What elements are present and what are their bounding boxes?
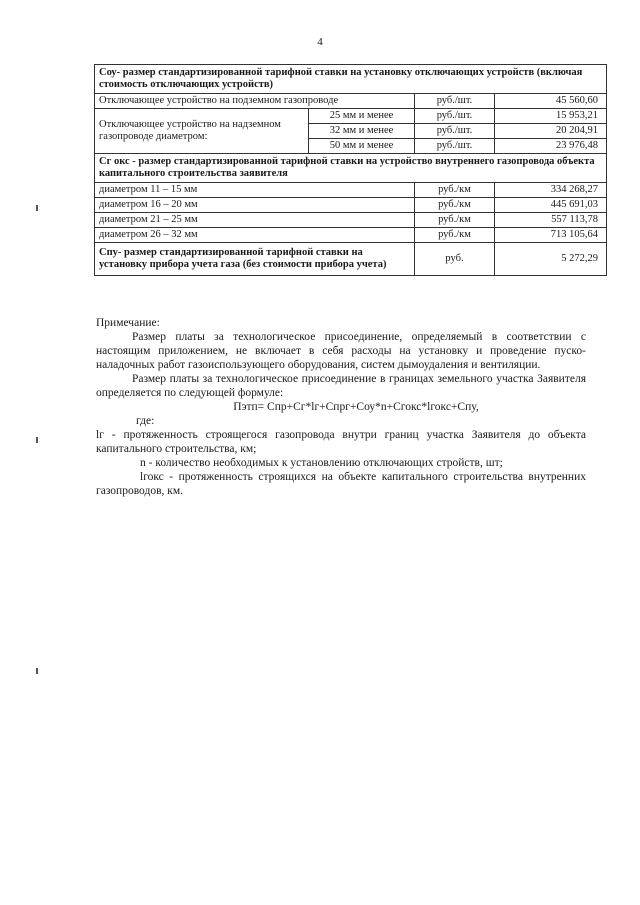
diameter-label: диаметром 16 – 20 мм xyxy=(95,198,415,213)
notes-section xyxy=(96,316,586,498)
diameter-label: диаметром 26 – 32 мм xyxy=(95,228,415,243)
sgoks-header: Сг окс - размер стандартизированной тарифной ставки на устройство внутреннего газопровода объекта капитального строительства заявителя xyxy=(95,154,607,183)
value-cell: 5 272,29 xyxy=(495,243,607,276)
table-row xyxy=(95,243,607,276)
tariff-table xyxy=(94,64,607,276)
unit-cell: руб./шт. xyxy=(415,109,495,124)
unit-cell: руб./шт. xyxy=(415,94,495,109)
table-row xyxy=(95,228,607,243)
page-number: 4 xyxy=(317,36,323,48)
unit-cell: руб./шт. xyxy=(415,124,495,139)
formula: Пэтп= Спр+Сг*lг+Спрг+Соу*n+Сгокс*lгокс+Спу, xyxy=(233,401,479,413)
size-cell: 32 мм и менее xyxy=(309,124,415,139)
table-row xyxy=(95,109,607,124)
underground-label: Отключающее устройство на подземном газопроводе xyxy=(95,94,415,109)
spu-label: Спу- размер стандартизированной тарифной ставки на установку прибора учета газа (без стоимости прибора учета) xyxy=(95,243,415,276)
notes-heading: Примечание: xyxy=(96,317,160,329)
where-label: где: xyxy=(136,415,155,427)
notes-paragraph: Размер платы за технологическое присоединение, определяемый в соответствии с настоящим приложением, не включает в себя расходы на установку и проведение пуско-наладочных работ газоиспользующего оборудования, систем дымоудаления и вентиляции. xyxy=(96,331,586,371)
value-cell: 15 953,21 xyxy=(495,109,607,124)
unit-cell: руб. xyxy=(415,243,495,276)
definition: lг - протяженность строящегося газопровода внутри границ участка Заявителя до объекта капитального строительства, км; xyxy=(96,429,586,455)
unit-cell: руб./км xyxy=(415,213,495,228)
definition: lгокс - протяженность строящихся на объекте капитального строительства внутренних газопроводов, км. xyxy=(96,471,586,497)
sou-header: Соу- размер стандартизированной тарифной ставки на установку отключающих устройств (включая стоимость отключающих устройств) xyxy=(95,65,607,94)
above-ground-label: Отключающее устройство на надземном газопроводе диаметром: xyxy=(95,109,309,154)
unit-cell: руб./шт. xyxy=(415,139,495,154)
table-row xyxy=(95,94,607,109)
unit-cell: руб./км xyxy=(415,183,495,198)
size-cell: 50 мм и менее xyxy=(309,139,415,154)
unit-cell: руб./км xyxy=(415,198,495,213)
value-cell: 45 560,60 xyxy=(495,94,607,109)
value-cell: 445 691,03 xyxy=(495,198,607,213)
value-cell: 20 204,91 xyxy=(495,124,607,139)
table-row xyxy=(95,183,607,198)
diameter-label: диаметром 11 – 15 мм xyxy=(95,183,415,198)
table-row xyxy=(95,198,607,213)
unit-cell: руб./км xyxy=(415,228,495,243)
value-cell: 334 268,27 xyxy=(495,183,607,198)
value-cell: 557 113,78 xyxy=(495,213,607,228)
table-row xyxy=(95,154,607,183)
notes-paragraph: Размер платы за технологическое присоединение в границах земельного участка Заявителя определяется по следующей формуле: xyxy=(96,373,586,399)
value-cell: 713 105,64 xyxy=(495,228,607,243)
table-row xyxy=(95,213,607,228)
value-cell: 23 976,48 xyxy=(495,139,607,154)
scan-mark xyxy=(36,205,38,211)
size-cell: 25 мм и менее xyxy=(309,109,415,124)
scan-mark xyxy=(36,437,38,443)
diameter-label: диаметром 21 – 25 мм xyxy=(95,213,415,228)
scan-mark xyxy=(36,668,38,674)
definition: n - количество необходимых к установлению отключающих стройств, шт; xyxy=(140,457,503,469)
table-row xyxy=(95,65,607,94)
